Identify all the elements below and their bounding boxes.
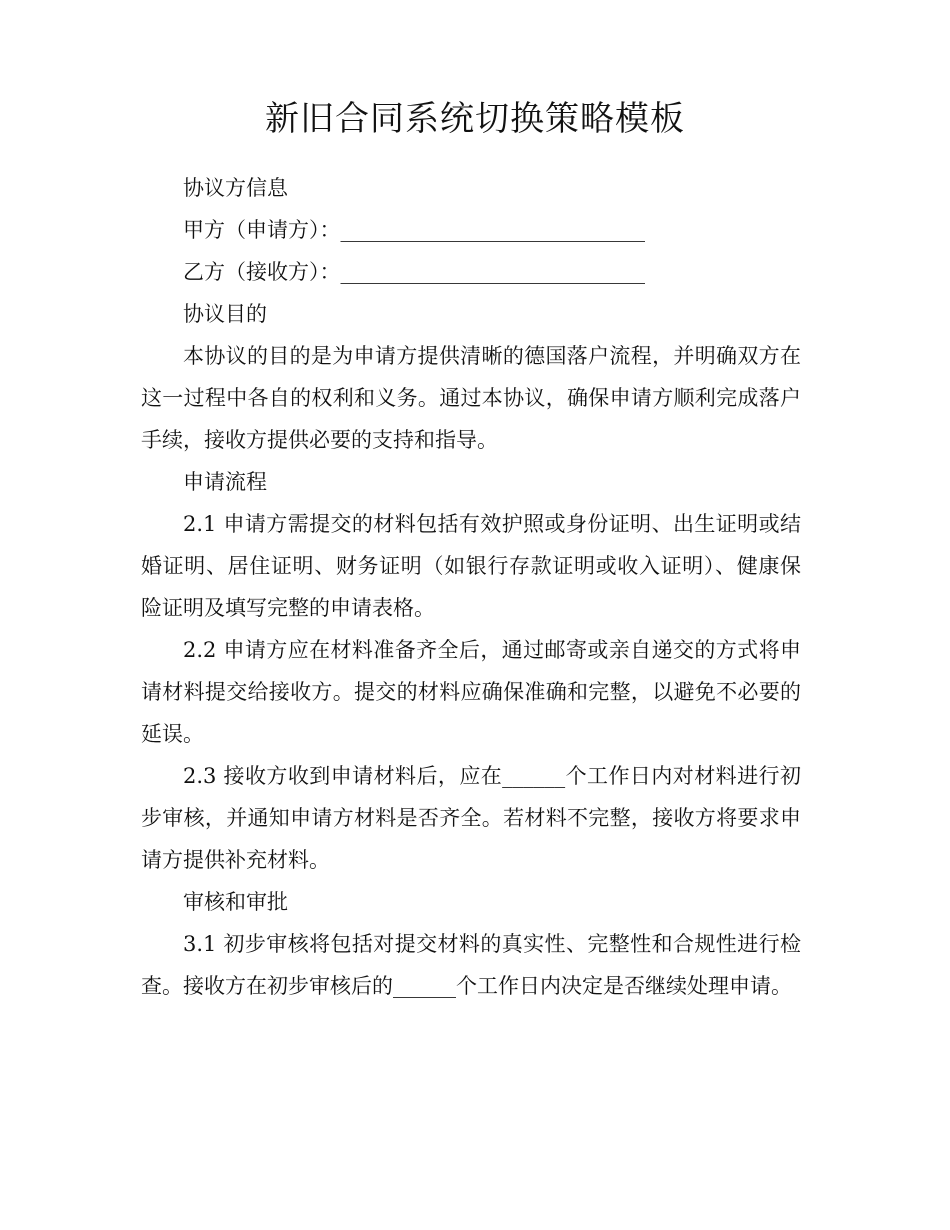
clause-2-2: 2.2 申请方应在材料准备齐全后，通过邮寄或亲自递交的方式将申请材料提交给接收方。提交的材料应确保准确和完整，以避免不必要的延误。 [141, 638, 801, 746]
party-a-line: 甲方（申请方）：_____________________________ [183, 218, 645, 242]
clause-2-1: 2.1 申请方需提交的材料包括有效护照或身份证明、出生证明或结婚证明、居住证明、财务证明（如银行存款证明或收入证明）、健康保险证明及填写完整的申请表格。 [141, 512, 801, 620]
section-heading-review: 审核和审批 [183, 890, 288, 914]
party-b-line: 乙方（接收方）：_____________________________ [183, 260, 645, 284]
document-title: 新旧合同系统切换策略模板 [265, 99, 685, 139]
section-heading-purpose: 协议目的 [183, 302, 267, 326]
clause-3-1: 3.1 初步审核将包括对提交材料的真实性、完整性和合规性进行检查。接收方在初步审核后的______个工作日内决定是否继续处理申请。 [141, 932, 801, 998]
section-heading-parties: 协议方信息 [183, 176, 288, 200]
purpose-paragraph: 本协议的目的是为申请方提供清晰的德国落户流程，并明确双方在这一过程中各自的权利和义务。通过本协议，确保申请方顺利完成落户手续，接收方提供必要的支持和指导。 [141, 344, 801, 452]
section-heading-process: 申请流程 [183, 470, 267, 494]
document-body [141, 167, 801, 1007]
clause-2-3: 2.3 接收方收到申请材料后，应在______个工作日内对材料进行初步审核，并通知申请方材料是否齐全。若材料不完整，接收方将要求申请方提供补充材料。 [141, 764, 801, 872]
